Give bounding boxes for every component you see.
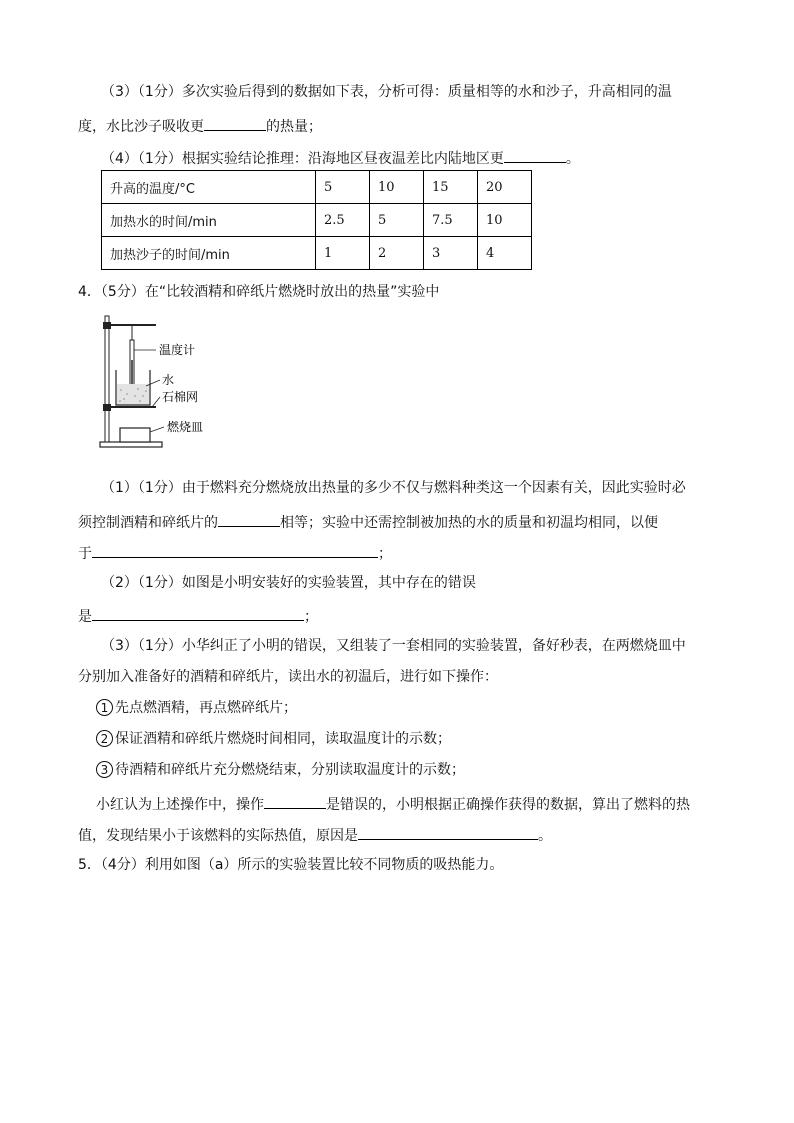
q3-sub3-line1: （3）（1分）多次实验后得到的数据如下表，分析可得：质量相等的水和沙子，升高相同的温 <box>101 84 672 100</box>
label-burner-dish: 燃烧皿 <box>167 420 204 434</box>
ring-clamp <box>103 404 111 411</box>
q4-sub3-line6-text-after: 是错误的，小明根据正确操作获得的数据，算出了燃料的热 <box>326 797 690 813</box>
table-row-label: 加热水的时间/min <box>102 204 316 237</box>
q4-sub3-step <box>96 729 451 749</box>
q4-sub1-line1: （1）（1分）由于燃料充分燃烧放出热量的多少不仅与燃料种类这一个因素有关，因此实验时必 <box>101 480 686 496</box>
answer-blank[interactable] <box>92 541 378 558</box>
label-thermometer: 温度计 <box>159 343 196 357</box>
q3-sub4-line <box>101 146 580 169</box>
table-row <box>102 237 532 270</box>
answer-blank[interactable] <box>504 146 566 163</box>
table-cell: 2 <box>370 237 424 270</box>
q4-sub3-line7-text-before: 值，发现结果小于该燃料的实际热值，原因是 <box>78 828 358 844</box>
table-row <box>102 171 532 204</box>
table-cell: 10 <box>478 204 532 237</box>
burner-dish-icon <box>120 428 150 442</box>
label-water: 水 <box>162 373 175 387</box>
table-cell: 4 <box>478 237 532 270</box>
q4-sub3-line2: 分别加入准备好的酒精和碎纸片，读出水的初温后，进行如下操作： <box>78 669 498 685</box>
answer-blank[interactable] <box>218 510 280 527</box>
table-row-label: 升高的温度/°C <box>102 171 316 204</box>
q5-heading: 5．（4分）利用如图（a）所示的实验装置比较不同物质的吸热能力。 <box>78 857 504 873</box>
table-row <box>102 204 532 237</box>
water-fill <box>117 384 149 404</box>
q3-sub3-line2 <box>78 114 322 137</box>
table-cell: 20 <box>478 171 532 204</box>
q3-sub3-line2-text-after: 的热量； <box>266 119 322 135</box>
step-text: 保证酒精和碎纸片燃烧时间相同，读取温度计的示数； <box>115 731 451 747</box>
q4-sub3-step <box>96 698 297 718</box>
table-cell: 15 <box>424 171 478 204</box>
q4-sub3-line1: （3）（1分）小华纠正了小明的错误，又组装了一套相同的实验装置，备好秒表，在两燃烧皿中 <box>101 638 686 654</box>
q4-sub2-line2-text-before: 是 <box>78 609 92 625</box>
table-cell: 10 <box>370 171 424 204</box>
q4-sub3-step <box>96 760 465 780</box>
label-gauze: 石棉网 <box>162 390 199 404</box>
q4-sub1-line3-text-after: ； <box>378 546 392 562</box>
answer-blank[interactable] <box>204 114 266 131</box>
q4-sub3-line6-text-before: 小红认为上述操作中，操作 <box>96 797 264 813</box>
step-number: 2 <box>96 730 113 747</box>
step-text: 先点燃酒精，再点燃碎纸片； <box>115 700 297 716</box>
q3-sub4-text-before: （4）（1分）根据实验结论推理：沿海地区昼夜温差比内陆地区更 <box>101 151 504 167</box>
step-number: 3 <box>96 761 113 778</box>
q4-sub2-line1: （2）（1分）如图是小明安装好的实验装置，其中存在的错误 <box>101 575 476 591</box>
q4-sub2-line2-text-after: ； <box>304 609 318 625</box>
q3-sub3-line2-text-before: 度，水比沙子吸收更 <box>78 119 204 135</box>
experiment-apparatus-figure <box>96 310 246 452</box>
stand-base <box>100 442 162 447</box>
q3-sub4-text-after: 。 <box>565 151 580 167</box>
stand-pole <box>105 316 109 442</box>
table-cell: 1 <box>316 237 370 270</box>
table-cell: 3 <box>424 237 478 270</box>
table-cell: 5 <box>316 171 370 204</box>
q4-sub1-line3 <box>78 541 392 564</box>
q4-heading: 4．（5分）在“比较酒精和碎纸片燃烧时放出的热量”实验中 <box>78 284 440 300</box>
step-text: 待酒精和碎纸片充分燃烧结束，分别读取温度计的示数； <box>115 762 465 778</box>
q4-sub3-line7 <box>78 823 552 846</box>
q4-sub3-line6 <box>96 792 690 815</box>
data-table <box>101 170 532 270</box>
answer-blank[interactable] <box>92 604 304 621</box>
q4-sub1-line2-text-before: 须控制酒精和碎纸片的 <box>78 515 218 531</box>
q4-sub1-line2 <box>78 510 658 533</box>
q4-sub2-line2 <box>78 604 318 627</box>
answer-blank[interactable] <box>358 823 538 840</box>
top-clamp <box>103 322 111 329</box>
step-number: 1 <box>96 699 113 716</box>
q4-sub3-line7-text-after: 。 <box>538 828 552 844</box>
table-cell: 2.5 <box>316 204 370 237</box>
q4-sub1-line2-text-after: 相等；实验中还需控制被加热的水的质量和初温均相同，以便 <box>280 515 658 531</box>
table-row-label: 加热沙子的时间/min <box>102 237 316 270</box>
q4-sub1-line3-text-before: 于 <box>78 546 92 562</box>
table-cell: 7.5 <box>424 204 478 237</box>
answer-blank[interactable] <box>264 792 326 809</box>
table-cell: 5 <box>370 204 424 237</box>
